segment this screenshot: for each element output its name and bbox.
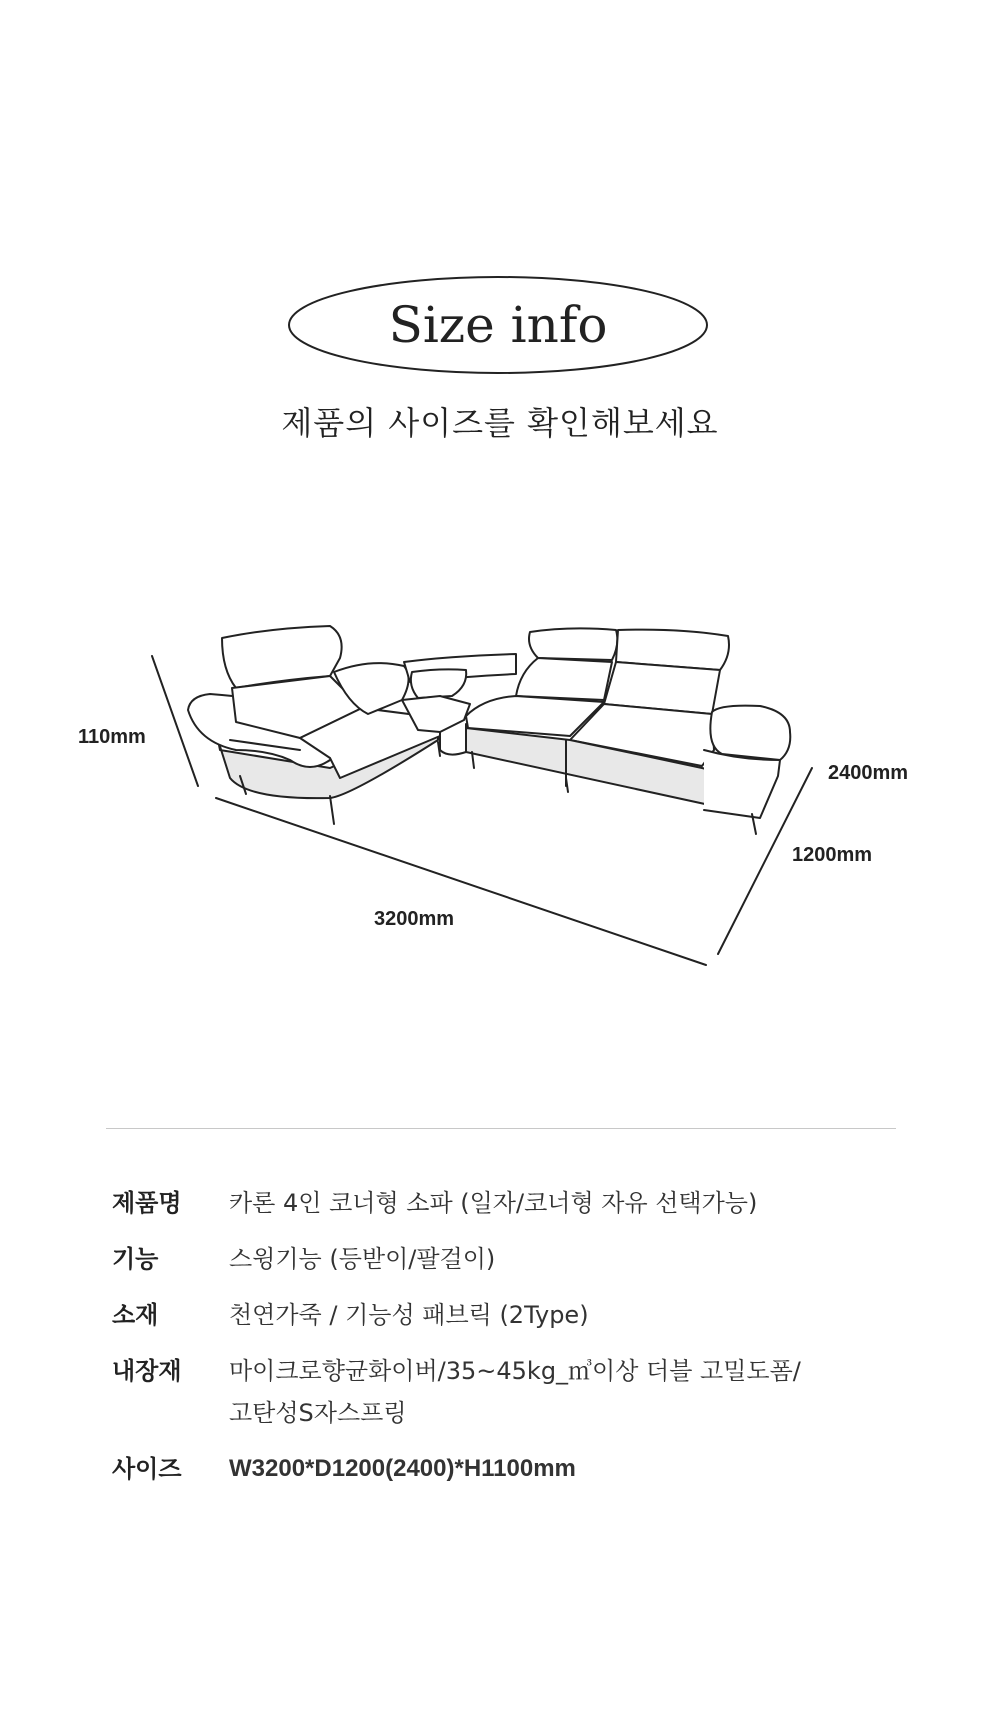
spec-row: [112, 1182, 912, 1224]
spec-value: 스윙기능 (등받이/팔걸이): [229, 1245, 496, 1273]
spec-value: W3200*D1200(2400)*H1100mm: [229, 1455, 576, 1482]
spec-value-continued: 고탄성S자스프링: [229, 1399, 407, 1427]
product-specs: [112, 1182, 912, 1504]
spec-value: 마이크로향균화이버/35~45kg_㎥이상 더블 고밀도폼/: [229, 1357, 801, 1385]
spec-label: 내장재: [112, 1357, 182, 1385]
spec-label: 사이즈: [112, 1455, 182, 1483]
width-dimension-label: 3200mm: [374, 908, 455, 930]
right-arm: [710, 706, 790, 760]
right-headrest-1: [529, 628, 617, 660]
height-dimension-line: [152, 656, 198, 786]
leg: [330, 796, 334, 824]
spec-label: 제품명: [112, 1189, 182, 1217]
spec-value: 카론 4인 코너형 소파 (일자/코너형 자유 선택가능): [229, 1189, 758, 1217]
corner-pillow: [411, 669, 466, 698]
depth-dimension-label: 1200mm: [792, 844, 873, 866]
spec-value: 천연가죽 / 기능성 패브릭 (2Type): [229, 1301, 589, 1329]
spec-row: [112, 1294, 912, 1336]
spec-row: [112, 1448, 912, 1490]
page-subtitle: 제품의 사이즈를 확인해보세요: [281, 404, 719, 442]
section-divider: [106, 1128, 896, 1129]
right-back-1: [516, 658, 612, 700]
sofa-dimension-diagram: [0, 600, 1000, 980]
page-title: Size info: [388, 296, 608, 354]
width-dimension-line: [216, 798, 706, 965]
leg: [566, 778, 568, 792]
spec-label: 기능: [112, 1245, 159, 1273]
spec-row: [112, 1238, 912, 1280]
height-dimension-label: 110mm: [78, 726, 146, 748]
spec-label: 소재: [112, 1301, 159, 1329]
corner-depth-dimension-label: 2400mm: [828, 762, 909, 784]
spec-row: [112, 1350, 912, 1434]
